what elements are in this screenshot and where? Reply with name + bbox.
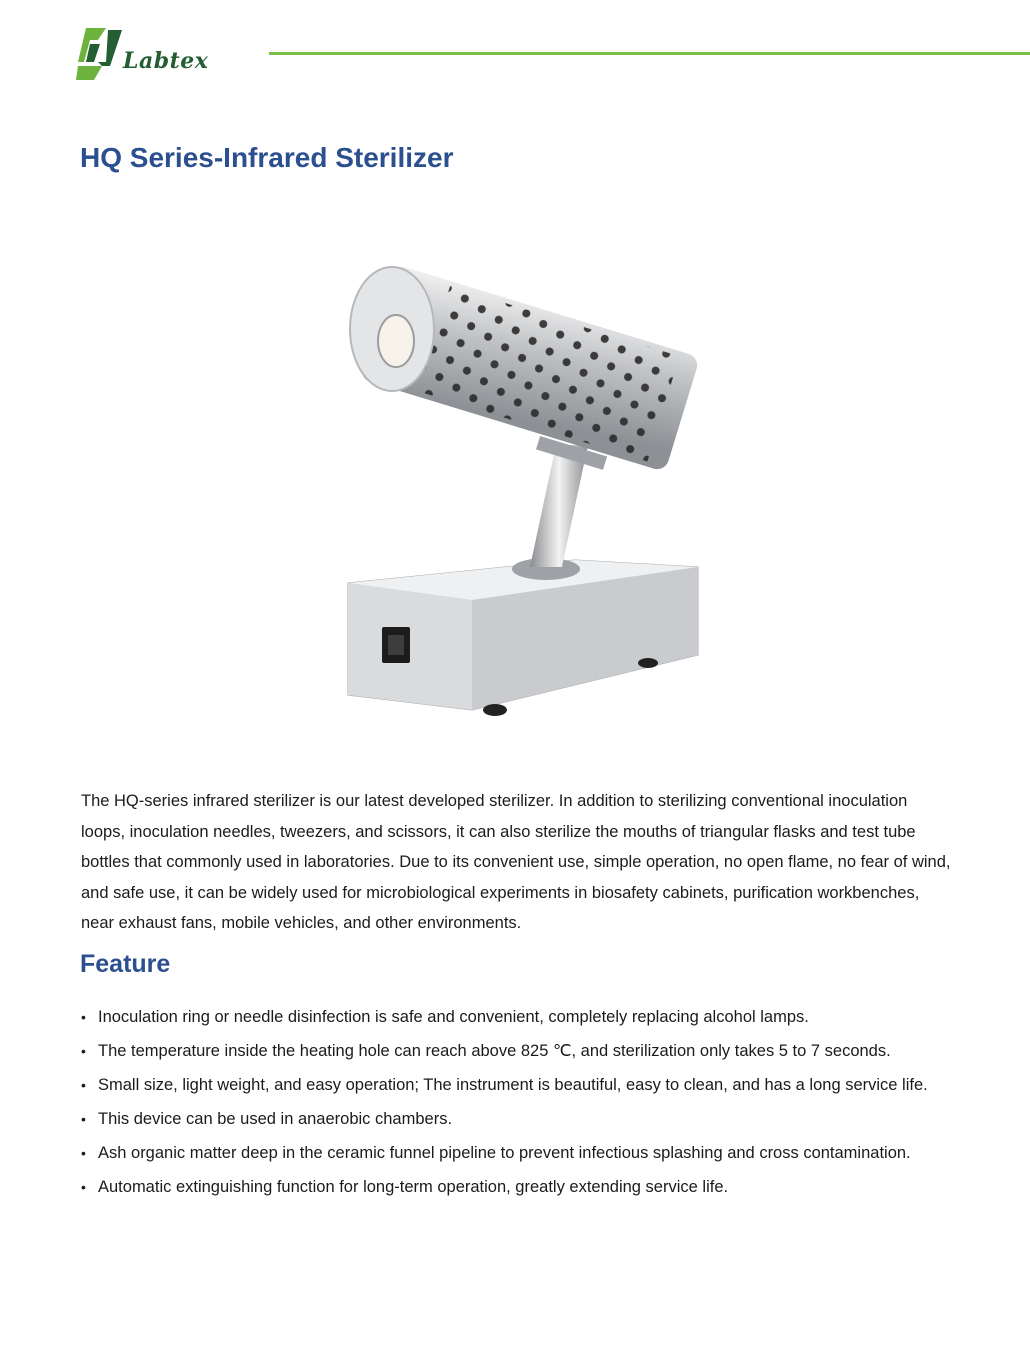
- logo-mark-icon: [76, 26, 126, 84]
- bullet-icon: •: [81, 1009, 86, 1025]
- brand-logo: [76, 26, 236, 86]
- list-item: [81, 1034, 941, 1068]
- list-item: [81, 1068, 941, 1102]
- bullet-icon: •: [81, 1077, 86, 1093]
- feature-text: Inoculation ring or needle disinfection is safe and convenient, completely replacing alcohol lamps.: [98, 1008, 809, 1026]
- page-header: [0, 0, 1030, 100]
- feature-text: Small size, light weight, and easy operation; The instrument is beautiful, easy to clean, and has a long service life.: [98, 1076, 928, 1094]
- list-item: [81, 1102, 941, 1136]
- feature-heading: Feature: [80, 950, 171, 978]
- list-item: [81, 1136, 941, 1170]
- feature-text: Automatic extinguishing function for long-term operation, greatly extending service life.: [98, 1178, 729, 1196]
- feature-text: The temperature inside the heating hole can reach above 825 ℃, and sterilization only takes 5 to 7 seconds.: [98, 1042, 891, 1060]
- feature-text: This device can be used in anaerobic chambers.: [98, 1110, 453, 1128]
- feature-list: [81, 1000, 941, 1204]
- bullet-icon: •: [81, 1043, 86, 1059]
- bullet-icon: •: [81, 1145, 86, 1161]
- list-item: [81, 1170, 941, 1204]
- page-title: HQ Series-Infrared Sterilizer: [80, 142, 454, 173]
- logo-text: Labtex: [123, 48, 209, 74]
- bullet-icon: •: [81, 1179, 86, 1195]
- list-item: [81, 1000, 941, 1034]
- product-image: [330, 255, 710, 725]
- intro-paragraph: The HQ-series infrared sterilizer is our latest developed sterilizer. In addition to sterilizing conventional inoculation loops, inoculation needles, tweezers, and scissors, it can also sterilize the mouths of triangular flasks and test tube bottles that commonly used in laboratories. Due to its convenient use, simple operation, no open flame, no fear of wind, and safe use, it can be widely used for microbiological experiments in biosafety cabinets, purification workbenches, near exhaust fans, mobile vehicles, and other environments.: [81, 792, 951, 933]
- bullet-icon: •: [81, 1111, 86, 1127]
- header-divider: [269, 52, 1030, 55]
- feature-text: Ash organic matter deep in the ceramic funnel pipeline to prevent infectious splashing and cross contamination.: [98, 1144, 911, 1162]
